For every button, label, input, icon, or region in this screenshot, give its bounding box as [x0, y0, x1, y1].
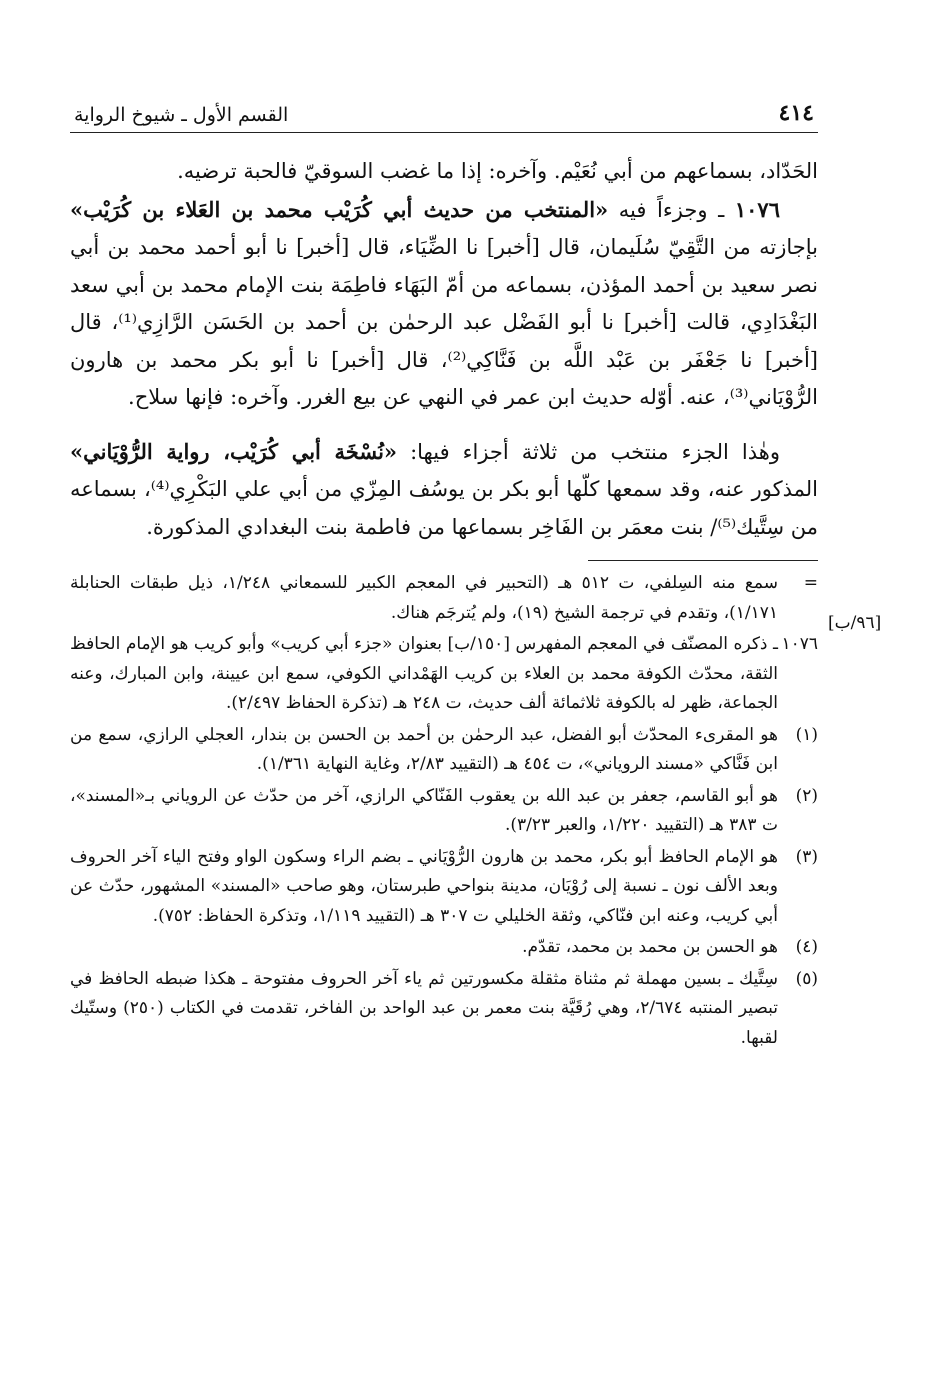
footnote-text: سِتَّيك ـ بسين مهملة ثم مثناة مثقلة مكسورتين ثم ياء آخر الحروف مفتوحة ـ هكذا ضبطه الحافظ في تبصير المنتبه ٢/٦٧٤، وهي رُقَيَّة بنت معمر بن عبد الواحد بن الفاخر، تقدمت في الكتاب (٢٥٠) وستّيك لقبها.	[70, 968, 779, 1048]
page	[70, 88, 818, 1055]
footnote-number: (١)	[795, 724, 818, 745]
footnote-text: هو الإمام الحافظ أبو بكر، محمد بن هارون الرُّوْيَاني ـ بضم الراء وسكون الواو وفتح الياء آخر الحروف وبعد الألف نون ـ نسبة إلى رُوْيَان، مدينة بنواحي طبرستان، وهو صاحب «المسند» المشهور، حدّث عن أبي كريب، وعنه ابن فنّاكي، وثقة الخليلي ت ٣٠٧ هـ (التقييد ١/١١٩، وتذكرة الحفاظ: ٧٥٢).	[70, 846, 778, 926]
page-number: ٤١٤	[778, 100, 814, 126]
footnote	[70, 721, 818, 780]
commentary-body: المذكور عنه، وقد سمعها كلّها أبو بكر بن يوسُف المِزّي من أبي علي البَكْرِي⁽⁴⁾، بسماعه من سِتَّيك⁽⁵⁾/ بنت معمَر بن الفَاخِر بسماعها من فاطمة بنت البغدادي المذكورة.	[70, 477, 818, 539]
footnote-number: ١٠٧٦	[781, 634, 818, 654]
footnotes	[70, 569, 818, 1053]
entry-paragraph	[70, 191, 818, 417]
footnote	[70, 933, 818, 963]
entry-lead: ـ وجزءاً فيه	[608, 197, 735, 222]
footnote	[70, 782, 818, 841]
entry-body: بإجازته من التَّقِيّ سُلَيمان، قال [أخبر] نا الضِّيَاء، قال [أخبر] نا أبو أحمد محمد بن أبي نصر سعيد بن أحمد المؤذن، بسماعه من أمّ البَهَاء فاطِمَة بنت الإمام محمد بن أبي سعد البَغْدَادِي، قالت [أخبر] نا أبو الفَضْل عبد الرحمٰن بن أحمد بن الحَسَن الرَّازِي⁽¹⁾، قال [أخبر] نا جَعْفَر بن عَبْد اللَّه بن فَنَّاكِي⁽²⁾، قال [أخبر] نا أبو بكر محمد بن هارون الرُّوْيَاني⁽³⁾، عنه. أوّله حديث ابن عمر في النهي عن بيع الغرر. وآخره: فإنها سلاح.	[70, 235, 818, 409]
footnote-text: هو أبو القاسم، جعفر بن عبد الله بن يعقوب الفَنّاكي الرازي، آخر من حدّث عن الروياني بـ«المسند»، ت ٣٨٣ هـ (التقييد ١/٢٢٠، والعبر ٣/٢٣).	[70, 785, 778, 835]
entry-number: ١٠٧٦	[734, 196, 780, 222]
footnote-number: (٤)	[795, 937, 818, 957]
commentary-book-title: «نُسْخَة أبي كُرَيْب، رواية الرُّوْيَاني»	[70, 438, 398, 464]
footnote-text: هو الحسن بن محمد بن محمد، تقدّم.	[522, 937, 778, 957]
footnote	[70, 843, 818, 932]
footnote-separator	[588, 560, 818, 561]
commentary-paragraph	[70, 433, 818, 547]
main-text	[70, 153, 818, 546]
paragraph-continuation: الحَدّاد، بسماعهم من أبي نُعَيْم. وآخره: إذا ما غضب السوقيّ فالحبة ترضيه.	[177, 159, 818, 183]
footnote-text: سمع منه السِلفي، ت ٥١٢ هـ (التحبير في المعجم الكبير للسمعاني ١/٢٤٨، ذيل طبقات الحنابلة ١/١٧١)، وتقدم في ترجمة الشيخ (١٩)، ولم يُترجَم هناك.	[70, 573, 778, 623]
running-header	[70, 88, 818, 133]
footnote	[70, 630, 818, 719]
footnote	[70, 965, 818, 1054]
running-title: القسم الأول ـ شيوخ الرواية	[74, 104, 289, 126]
footnote-number: (٣)	[795, 846, 818, 867]
footnote-text: ـ ذكره المصنّف في المعجم المفهرس [١٥٠/ب] بعنوان «جزء أبي كريب» وأبو كريب هو الإمام الحافظ الثقة، محدّث الكوفة محمد بن العلاء بن كريب الهَمْداني الكوفي، سمع ابن عيينة، وابن المبارك، وعنه الجماعة، ظهر له بالكوفة ثلاثمائة ألف حديث، ت ٢٤٨ هـ (تذكرة الحفاظ ٢/٤٩٧).	[70, 634, 778, 713]
entry-book-title: «المنتخب من حديث أبي كُرَيْب محمد بن العَلاء بن كُرَيْب»	[70, 196, 609, 222]
manuscript-folio-marker: [٩٦/ب]	[828, 613, 882, 633]
footnote-text: هو المقرىء المحدّث أبو الفضل، عبد الرحمٰن بن أحمد بن الحسن بن بندار، العجلي الرازي، سمع من ابن فَنَّاكي «مسند الروياني»، ت ٤٥٤ هـ (التقييد ٢/٨٣، وغاية النهاية ١/٣٦١).	[70, 724, 778, 774]
commentary-lead: وهٰذا الجزء منتخب من ثلاثة أجزاء فيها:	[397, 439, 780, 464]
footnote	[70, 569, 818, 628]
footnote-number: =	[803, 573, 818, 593]
footnote-number: (٥)	[795, 968, 818, 989]
footnote-number: (٢)	[795, 785, 818, 806]
